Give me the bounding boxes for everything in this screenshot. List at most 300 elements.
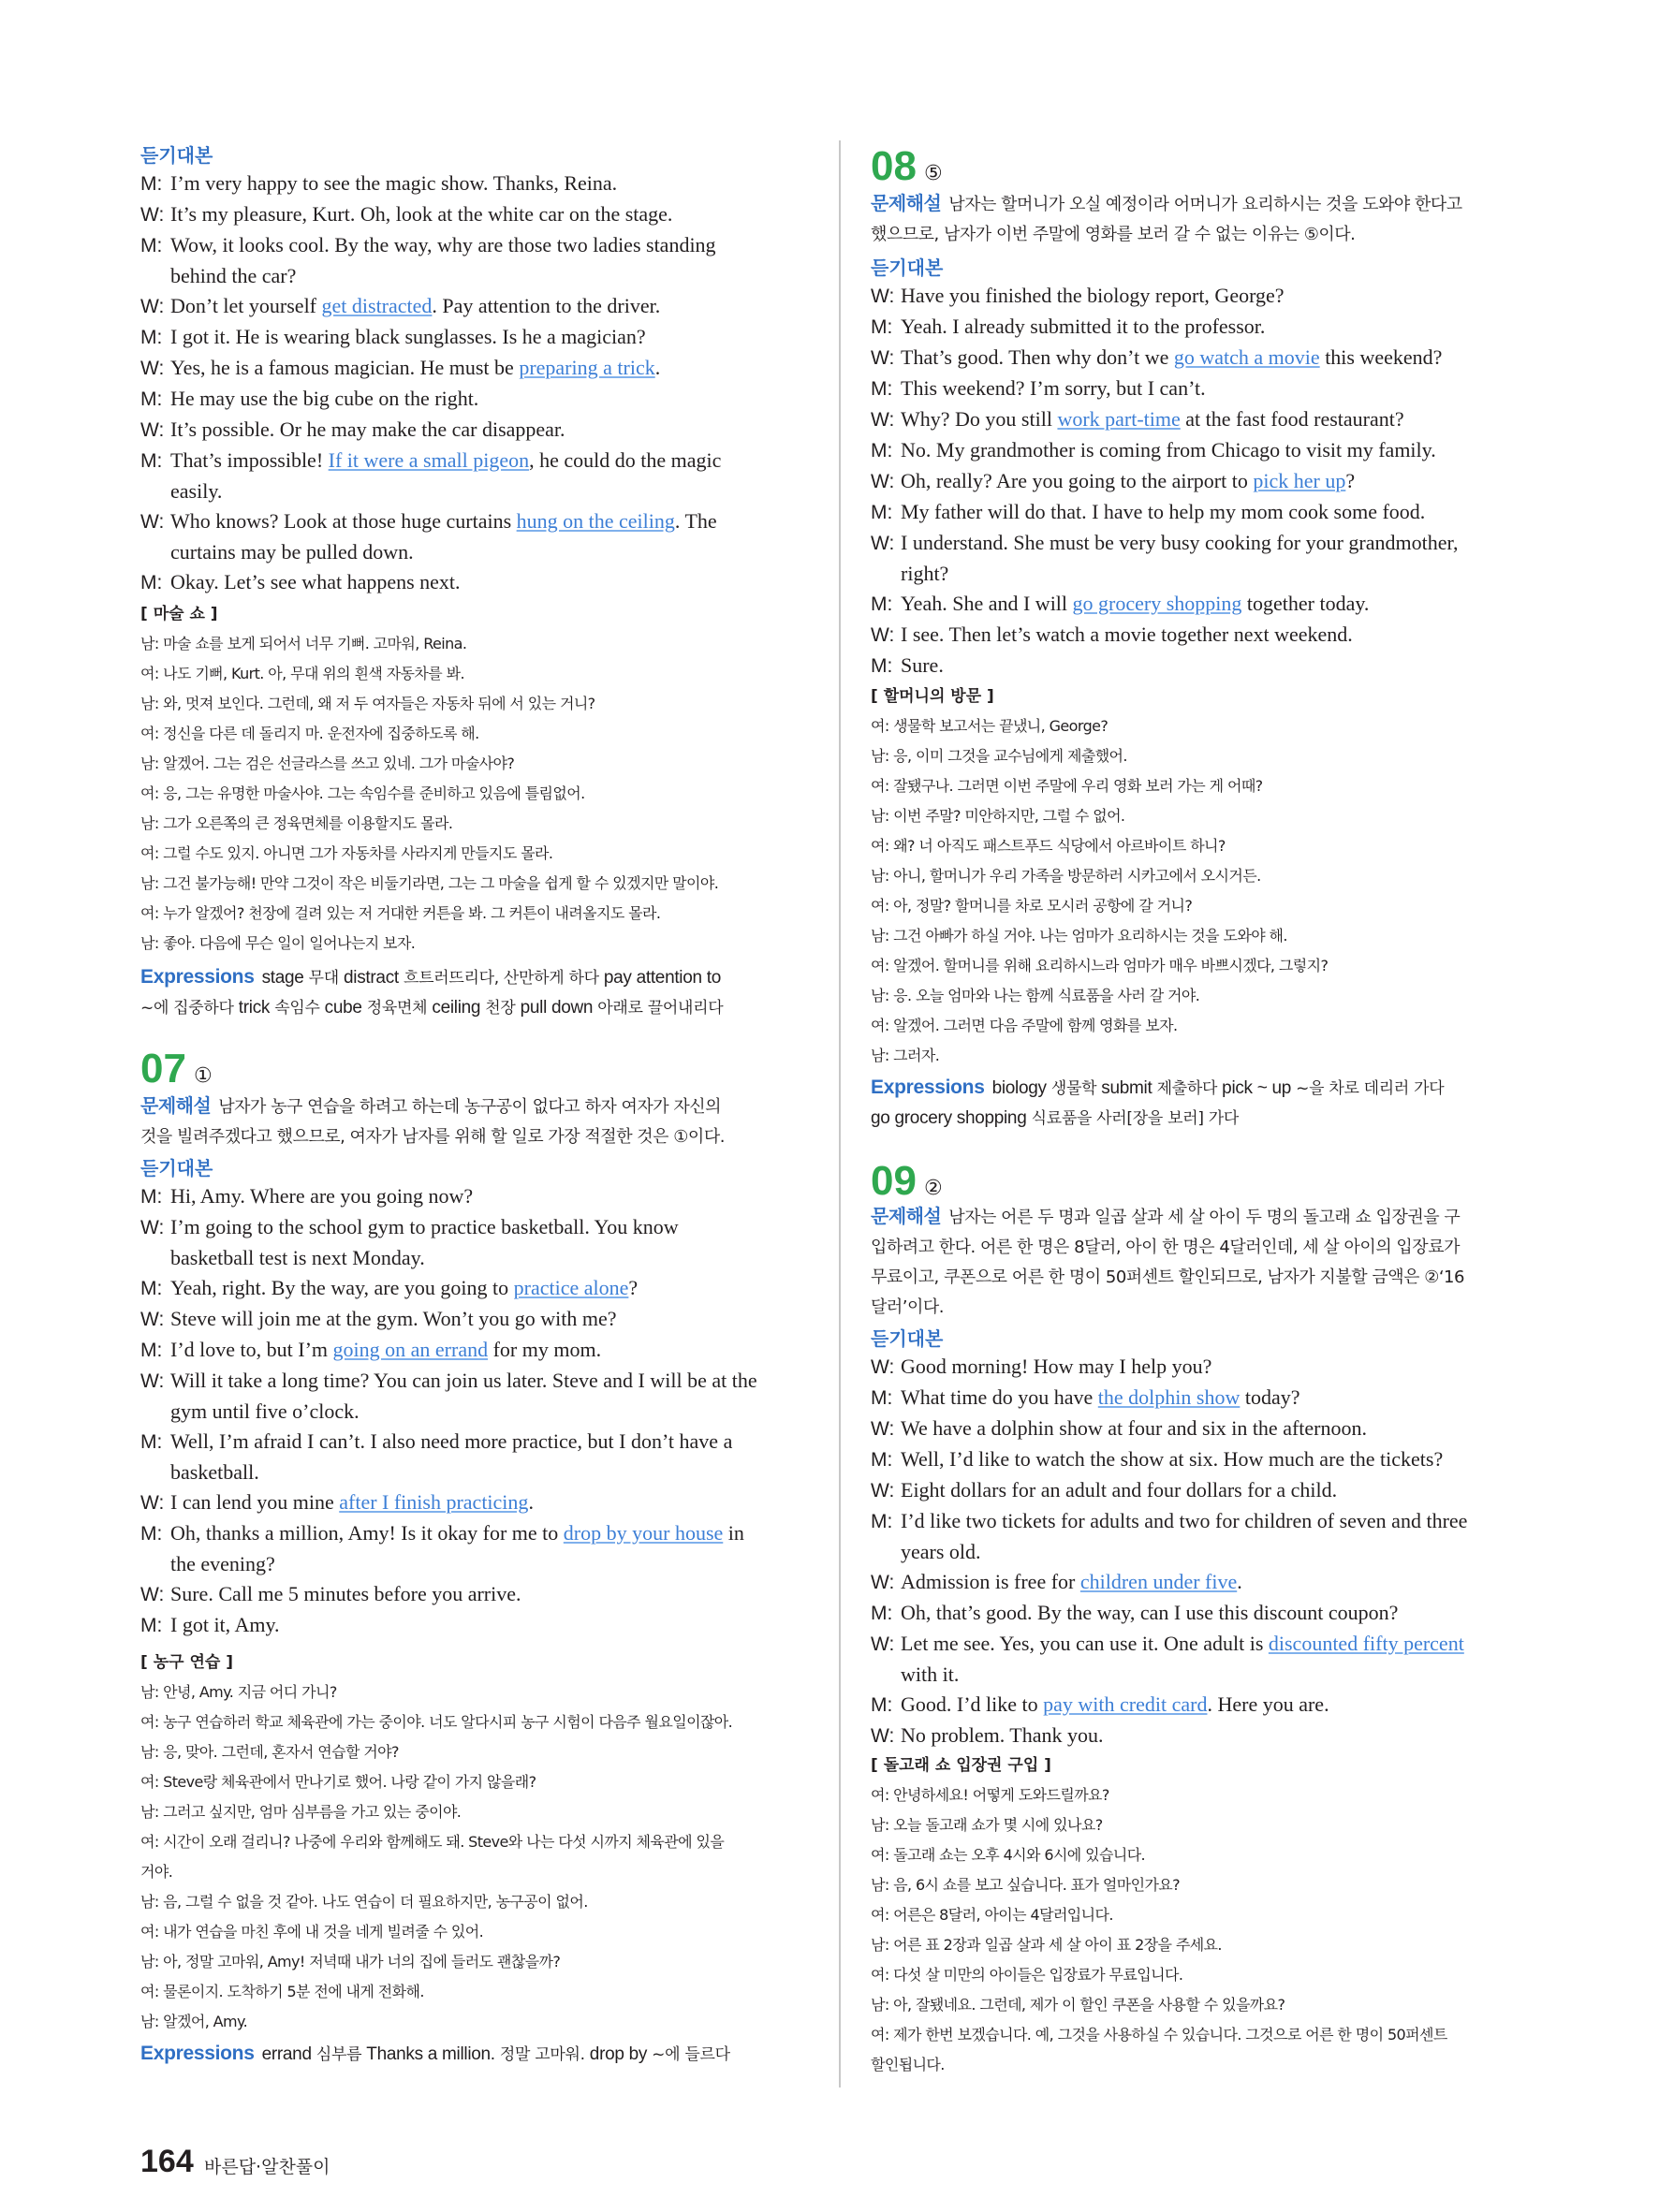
highlighted-phrase: the dolphin show [1097, 1385, 1241, 1409]
expression-keyword: pick ~ up [1222, 1078, 1292, 1098]
expression-meaning: ~에 집중하다 [140, 999, 239, 1018]
highlighted-phrase: hung on the ceiling [516, 509, 675, 533]
speaker-label: W: [871, 1480, 895, 1502]
q9-translation [871, 1751, 1537, 2080]
speaker-label: M: [871, 1387, 893, 1409]
q7-translation-title: [ 농구 연습 ] [140, 1653, 233, 1672]
q8-expr-line2 [871, 1104, 1537, 1134]
q6-expr-line2 [140, 993, 807, 1023]
speaker-label: W: [140, 358, 165, 379]
dialogue-text: Sure. Call me 5 minutes before you arrive. [170, 1582, 521, 1605]
translation-line: 여: 나도 기뻐, Kurt. 아, 무대 위의 흰색 자동차를 봐. [140, 665, 464, 682]
speaker-label: M: [871, 1511, 893, 1532]
expression-meaning: 식료품을 사러[장을 보러] 가다 [1026, 1109, 1240, 1128]
dialogue-line [140, 1397, 807, 1427]
dialogue-line [871, 1721, 1537, 1751]
expression-meaning: 흐트러뜨리다, 산만하게 하다 [398, 969, 604, 988]
dialogue-line [140, 1579, 807, 1610]
q9-solution [871, 1202, 1537, 1323]
dialogue-line [140, 567, 807, 598]
speaker-label: M: [140, 173, 163, 195]
q6-translation [140, 599, 807, 959]
expression-meaning: 속임수 [270, 999, 325, 1018]
expression-keyword: submit [1101, 1078, 1152, 1098]
dialogue-text: basketball. [170, 1460, 259, 1484]
speaker-label: W: [140, 511, 165, 533]
script-label: 듣기대본 [140, 146, 213, 167]
speaker-label: M: [871, 1449, 893, 1471]
dialogue-text: That’s impossible! [170, 448, 329, 472]
dialogue-text: I’m very happy to see the magic show. Thanks, Reina. [170, 171, 618, 195]
speaker-label: M: [140, 1523, 163, 1545]
q9-header [871, 1158, 1537, 1204]
dialogue-text: I got it, Amy. [170, 1613, 280, 1636]
expression-keyword: drop by [589, 2044, 648, 2064]
expression-keyword: errand [261, 2044, 312, 2064]
q9-number: 09 [871, 1158, 917, 1204]
dialogue-line [140, 506, 807, 537]
dialogue-line [871, 651, 1537, 681]
dialogue-line [140, 1487, 807, 1518]
dialogue-text: Sure. [901, 653, 944, 677]
expression-keyword: Thanks a million. [366, 2044, 495, 2064]
highlighted-phrase: pay with credit card [1043, 1692, 1208, 1716]
translation-line: 할인됩니다. [871, 2056, 945, 2073]
translation-line: 여: 다섯 살 미만의 아이들은 입장료가 무료입니다. [871, 1966, 1183, 1984]
dialogue-text: Good morning! How may I help you? [901, 1355, 1212, 1378]
dialogue-text: together today. [1241, 592, 1370, 615]
translation-line: 남: 응, 이미 그것을 교수님에게 제출했어. [871, 747, 1127, 765]
highlighted-phrase: drop by your house [563, 1521, 724, 1545]
speaker-label: M: [140, 1278, 163, 1299]
q9-translation-title: [ 돌고래 쇼 입장권 구입 ] [871, 1756, 1051, 1775]
dialogue-text: Oh, really? Are you going to the airport to [901, 469, 1254, 492]
translation-line: 여: Steve랑 체육관에서 만나기로 했어. 나랑 같이 가지 않을래? [140, 1773, 536, 1791]
speaker-label: W: [871, 286, 895, 307]
dialogue-text: this weekend? [1319, 345, 1443, 369]
dialogue-text: . Pay attention to the driver. [432, 294, 661, 317]
translation-line: 남: 그러고 싶지만, 엄마 심부름을 가고 있는 중이야. [140, 1803, 462, 1821]
speaker-label: W: [871, 1633, 895, 1655]
dialogue-text: in [723, 1521, 744, 1545]
dialogue-text: ? [628, 1276, 639, 1299]
dialogue-text: right? [901, 562, 949, 585]
dialogue-text: , he could do the magic [529, 448, 722, 472]
q8-solution-line: 남자는 할머니가 오실 예정이라 어머니가 요리하시는 것을 도와야 한다고 [948, 195, 1462, 214]
dialogue-line [140, 1304, 807, 1335]
translation-line: 여: 아, 정말? 할머니를 차로 모시러 공항에 갈 거니? [871, 897, 1193, 915]
dialogue-line [140, 322, 807, 353]
dialogue-line [871, 1598, 1537, 1629]
speaker-label: M: [140, 450, 163, 472]
q9-translation-lines [871, 1780, 1537, 2080]
q9-script-section [871, 1327, 1537, 1751]
translation-line: 여: 내가 연습을 마친 후에 내 것을 네게 빌려줄 수 있어. [140, 1923, 484, 1941]
q7-script-section [140, 1157, 807, 1641]
translation-line: 여: 제가 한번 보겠습니다. 예, 그것을 사용하실 수 있습니다. 그것으로 어른 한 명이 50퍼센트 [871, 2026, 1447, 2044]
dialogue-text: basketball test is next Monday. [170, 1246, 425, 1269]
speaker-label: W: [140, 1309, 165, 1330]
translation-line: 남: 좋아. 다음에 무슨 일이 일어나는지 보자. [140, 934, 416, 952]
dialogue-line [871, 281, 1537, 312]
dialogue-line [871, 559, 1537, 589]
translation-line: 여: 물론이지. 도착하기 5분 전에 내게 전화해. [140, 1983, 424, 2000]
dialogue-text: Good. I’d like to [901, 1692, 1044, 1716]
dialogue-line [871, 466, 1537, 497]
speaker-label: W: [871, 1356, 895, 1378]
dialogue-text: Yeah. I already submitted it to the professor. [901, 315, 1266, 338]
column-divider [839, 140, 841, 2087]
expressions-label: Expressions [140, 2043, 255, 2064]
q7-expressions [140, 2039, 807, 2070]
expression-keyword: pay attention to [603, 968, 721, 988]
translation-line: 여: 알겠어. 그러면 다음 주말에 함께 영화를 보자. [871, 1017, 1178, 1034]
dialogue-text: No problem. Thank you. [901, 1723, 1104, 1747]
dialogue-text: That’s good. Then why don’t we [901, 345, 1174, 369]
dialogue-text: . [654, 356, 661, 379]
expression-keyword: stage [261, 968, 304, 988]
dialogue-text: We have a dolphin show at four and six in the afternoon. [901, 1416, 1367, 1440]
speaker-label: W: [871, 624, 895, 646]
translation-line: 여: 시간이 오래 걸리니? 나중에 우리와 함께해도 돼. Steve와 나는 다섯 시까지 체육관에 있을 [140, 1833, 725, 1851]
dialogue-line [140, 1212, 807, 1243]
speaker-label: W: [871, 533, 895, 554]
dialogue-line [871, 404, 1537, 435]
dialogue-text: Well, I’m afraid I can’t. I also need more practice, but I don’t have a [170, 1429, 733, 1453]
dialogue-line [871, 1629, 1537, 1660]
dialogue-text: curtains may be pulled down. [170, 540, 414, 564]
dialogue-text: Have you finished the biology report, George? [901, 284, 1285, 307]
speaker-label: W: [871, 471, 895, 492]
q7-expr-line1 [262, 2045, 730, 2064]
speaker-label: M: [140, 235, 163, 256]
dialogue-text: Oh, thanks a million, Amy! Is it okay for me to [170, 1521, 564, 1545]
dialogue-line [871, 528, 1537, 559]
dialogue-line [871, 620, 1537, 651]
translation-line: 남: 음, 6시 쇼를 보고 싶습니다. 표가 얼마인가요? [871, 1876, 1181, 1894]
highlighted-phrase: children under five [1079, 1570, 1238, 1593]
q8-expressions [871, 1073, 1537, 1134]
script-label: 듣기대본 [140, 1159, 213, 1179]
dialogue-line [871, 1444, 1537, 1475]
q9-solution-line: 남자는 어른 두 명과 일곱 살과 세 살 아이 두 명의 돌고래 쇼 입장권을 구 [948, 1208, 1461, 1227]
dialogue-line [871, 312, 1537, 343]
q6-translation-lines [140, 629, 807, 959]
dialogue-line [140, 1610, 807, 1641]
expression-keyword: go grocery shopping [871, 1108, 1027, 1128]
q8-solution-line: 했으므로, 남자가 이번 주말에 영화를 보러 갈 수 없는 이유는 ⑤이다. [871, 225, 1356, 244]
speaker-label: W: [140, 204, 165, 226]
dialogue-line [871, 589, 1537, 620]
speaker-label: M: [871, 1694, 893, 1716]
dialogue-line [871, 1567, 1537, 1598]
speaker-label: M: [871, 378, 893, 400]
speaker-label: W: [871, 1418, 895, 1440]
translation-line: 남: 아, 잘됐네요. 그런데, 제가 이 할인 쿠폰을 사용할 수 있을까요? [871, 1996, 1285, 2014]
q8-answer: ⑤ [923, 162, 943, 185]
speaker-label: W: [140, 1584, 165, 1605]
q8-script-lines [871, 281, 1537, 681]
expression-keyword: distract [344, 968, 399, 988]
dialogue-text: It’s possible. Or he may make the car disappear. [170, 417, 565, 441]
q6-script-lines [140, 168, 807, 598]
dialogue-line [140, 476, 807, 506]
script-label: 듣기대본 [871, 1329, 944, 1350]
dialogue-line [140, 415, 807, 446]
dialogue-text: Why? Do you still [901, 407, 1058, 431]
q8-translation-title: [ 할머니의 방문 ] [871, 687, 994, 706]
q9-solution-line: 달러’이다. [871, 1297, 944, 1317]
highlighted-phrase: after I finish practicing [339, 1490, 529, 1514]
dialogue-line [871, 1383, 1537, 1414]
dialogue-text: years old. [901, 1540, 981, 1563]
dialogue-line [871, 1414, 1537, 1444]
speaker-label: M: [871, 316, 893, 338]
dialogue-line [871, 1690, 1537, 1721]
dialogue-text: I understand. She must be very busy cooking for your grandmother, [901, 531, 1459, 554]
q8-script-section [871, 256, 1537, 681]
highlighted-phrase: going on an errand [332, 1338, 489, 1361]
translation-line: 여: 어른은 8달러, 아이는 4달러입니다. [871, 1906, 1113, 1924]
book-title: 바른답·알찬풀이 [204, 2157, 330, 2177]
q8-header [871, 143, 1537, 189]
speaker-label: M: [140, 1186, 163, 1208]
dialogue-line [140, 230, 807, 261]
dialogue-text: Admission is free for [901, 1570, 1080, 1593]
dialogue-line [871, 1475, 1537, 1506]
translation-line: 여: 안녕하세요! 어떻게 도와드릴까요? [871, 1786, 1109, 1804]
highlighted-phrase: practice alone [513, 1276, 629, 1299]
dialogue-text: today? [1240, 1385, 1300, 1409]
expression-meaning: 아래로 끌어내리다 [593, 999, 724, 1018]
dialogue-line [871, 1537, 1537, 1567]
translation-line: 남: 아, 정말 고마워, Amy! 저녁때 내가 너의 집에 들러도 괜찮을까? [140, 1953, 561, 1970]
speaker-label: W: [871, 1572, 895, 1593]
speaker-label: W: [871, 347, 895, 369]
q9-answer: ② [923, 1177, 943, 1200]
script-label: 듣기대본 [871, 258, 944, 279]
dialogue-line [140, 168, 807, 199]
expressions-label: Expressions [140, 966, 255, 988]
dialogue-text: I’m going to the school gym to practice basketball. You know [170, 1215, 679, 1238]
highlighted-phrase: discounted fifty percent [1268, 1632, 1464, 1655]
translation-line: 남: 이번 주말? 미안하지만, 그럴 수 없어. [871, 807, 1125, 825]
highlighted-phrase: work part-time [1057, 407, 1181, 431]
solution-label: 문제해설 [140, 1096, 212, 1117]
speaker-label: M: [140, 388, 163, 410]
translation-line: 여: 누가 알겠어? 천장에 걸려 있는 저 거대한 커튼을 봐. 그 커튼이 내려올지도 몰라. [140, 904, 661, 922]
q8-solution [871, 189, 1537, 250]
dialogue-text: I’d love to, but I’m [170, 1338, 333, 1361]
translation-line: 남: 안녕, Amy. 지금 어디 가니? [140, 1683, 337, 1701]
highlighted-phrase: pick her up [1253, 469, 1346, 492]
translation-line: 남: 알겠어, Amy. [140, 2013, 248, 2030]
expression-keyword: cube [324, 998, 362, 1018]
translation-line: 여: 돌고래 쇼는 오후 4시와 6시에 있습니다. [871, 1846, 1146, 1864]
page-number: 164 [140, 2144, 194, 2179]
q6-expressions [140, 962, 807, 1023]
dialogue-text: Yeah, right. By the way, are you going to [170, 1276, 514, 1299]
dialogue-line [871, 1352, 1537, 1383]
dialogue-line [871, 497, 1537, 528]
q6-script-section [140, 144, 807, 598]
q7-number: 07 [140, 1046, 186, 1091]
dialogue-text: It’s my pleasure, Kurt. Oh, look at the white car on the stage. [170, 202, 673, 226]
highlighted-phrase: If it were a small pigeon [328, 448, 530, 472]
dialogue-text: behind the car? [170, 264, 297, 287]
dialogue-text: I can lend you mine [170, 1490, 340, 1514]
dialogue-line [871, 1506, 1537, 1537]
translation-line: 여: 알겠어. 할머니를 위해 요리하시느라 엄마가 매우 바쁘시겠다, 그렇지? [871, 957, 1329, 974]
speaker-label: M: [140, 327, 163, 348]
expression-meaning: 심부름 [311, 2045, 367, 2064]
expression-meaning: 정육면체 [361, 999, 433, 1018]
translation-line: 남: 알겠어. 그는 검은 선글라스를 쓰고 있네. 그가 마술사야? [140, 754, 515, 772]
dialogue-text: easily. [170, 479, 223, 503]
dialogue-text: Yes, he is a famous magician. He must be [170, 356, 520, 379]
dialogue-line [871, 435, 1537, 466]
dialogue-text: Will it take a long time? You can join us later. Steve and I will be at the [170, 1369, 757, 1392]
q9-script-lines [871, 1352, 1537, 1751]
q8-translation-lines [871, 711, 1537, 1071]
speaker-label: W: [871, 1725, 895, 1747]
dialogue-text: with it. [901, 1663, 960, 1686]
dialogue-text: . Here you are. [1207, 1692, 1329, 1716]
speaker-label: W: [140, 1492, 165, 1514]
expression-meaning: ~에 들르다 [647, 2045, 730, 2064]
translation-line: 남: 그건 아빠가 하실 거야. 나는 엄마가 요리하시는 것을 도와야 해. [871, 927, 1287, 945]
expression-meaning: 제출하다 [1152, 1079, 1223, 1098]
q9-solution-line: 입하려고 한다. 어른 한 명은 8달러, 아이 한 명은 4달러인데, 세 살 아이의 입장료가 [871, 1238, 1460, 1257]
q7-translation [140, 1648, 807, 2037]
speaker-label: M: [871, 593, 893, 615]
dialogue-line [140, 291, 807, 322]
q7-header [140, 1048, 807, 1090]
dialogue-text: What time do you have [901, 1385, 1098, 1409]
expression-meaning: 정말 고마워. [494, 2045, 590, 2064]
translation-line: 남: 응, 맞아. 그런데, 혼자서 연습할 거야? [140, 1743, 399, 1761]
q7-solution-line: 남자가 농구 연습을 하려고 하는데 농구공이 없다고 하자 여자가 자신의 [218, 1097, 722, 1117]
dialogue-text: Eight dollars for an adult and four dollars for a child. [901, 1478, 1338, 1502]
expression-keyword: pull down [520, 998, 594, 1018]
highlighted-phrase: go watch a movie [1173, 345, 1320, 369]
speaker-label: W: [140, 1217, 165, 1238]
translation-line: 여: 응, 그는 유명한 마술사야. 그는 속임수를 준비하고 있음에 틀림없어. [140, 784, 585, 802]
dialogue-line [140, 1427, 807, 1458]
speaker-label: M: [871, 502, 893, 523]
dialogue-line [140, 537, 807, 567]
dialogue-line [140, 261, 807, 291]
dialogue-text: the evening? [170, 1552, 275, 1575]
highlighted-phrase: go grocery shopping [1072, 592, 1242, 615]
translation-line: 남: 응. 오늘 엄마와 나는 함께 식료품을 사러 갈 거야. [871, 987, 1200, 1004]
translation-line: 남: 그건 불가능해! 만약 그것이 작은 비둘기라면, 그는 그 마술을 쉽게 할 수 있겠지만 말이야. [140, 874, 719, 892]
translation-line: 여: 잘됐구나. 그러면 이번 주말에 우리 영화 보러 가는 게 어때? [871, 777, 1263, 795]
expression-meaning: 무대 [303, 969, 345, 988]
dialogue-line [140, 353, 807, 384]
dialogue-line [140, 1181, 807, 1212]
speaker-label: W: [140, 296, 165, 317]
dialogue-line [871, 374, 1537, 404]
translation-line: 여: 정신을 다른 데 돌리지 마. 운전자에 집중하도록 해. [140, 725, 479, 742]
q7-solution [140, 1091, 807, 1152]
speaker-label: M: [140, 572, 163, 593]
dialogue-text: I’d like two tickets for adults and two for children of seven and three [901, 1509, 1468, 1532]
speaker-label: W: [140, 1370, 165, 1392]
dialogue-line [140, 1549, 807, 1579]
dialogue-text: Yeah. She and I will [901, 592, 1073, 615]
dialogue-text: My father will do that. I have to help my mom cook some food. [901, 500, 1426, 523]
speaker-label: M: [871, 1603, 893, 1624]
translation-line: 남: 그러자. [871, 1047, 940, 1064]
dialogue-line [871, 343, 1537, 374]
dialogue-line [140, 1273, 807, 1304]
dialogue-line [871, 1660, 1537, 1690]
translation-line: 여: 농구 연습하러 학교 체육관에 가는 중이야. 너도 알다시피 농구 시험이 다음주 월요일이잖아. [140, 1713, 733, 1731]
expression-meaning: 천장 [480, 999, 521, 1018]
translation-line: 남: 그가 오른쪽의 큰 정육면체를 이용할지도 몰라. [140, 814, 453, 832]
expression-meaning: ~을 차로 데리러 가다 [1291, 1079, 1445, 1098]
dialogue-text: Who knows? Look at those huge curtains [170, 509, 517, 533]
q9-solution-line: 무료이고, 쿠폰으로 어른 한 명이 50퍼센트 할인되므로, 남자가 지불할 금액은 ②‘16 [871, 1267, 1464, 1287]
dialogue-line [140, 199, 807, 230]
dialogue-text: I see. Then let’s watch a movie together next weekend. [901, 623, 1353, 646]
expression-meaning: 생물학 [1046, 1079, 1102, 1098]
translation-line: 남: 와, 멋져 보인다. 그런데, 왜 저 두 여자들은 자동차 뒤에 서 있는 거니? [140, 695, 595, 712]
dialogue-text: Don’t let yourself [170, 294, 322, 317]
q7-solution-line: 것을 빌려주겠다고 했으므로, 여자가 남자를 위해 할 일로 가장 적절한 것은 ①이다. [140, 1127, 725, 1147]
dialogue-line [140, 1335, 807, 1366]
dialogue-text: I got it. He is wearing black sunglasses. Is he a magician? [170, 325, 646, 348]
highlighted-phrase: preparing a trick [519, 356, 655, 379]
speaker-label: M: [140, 1615, 163, 1636]
dialogue-line [140, 1518, 807, 1549]
highlighted-phrase: get distracted [321, 294, 433, 317]
dialogue-text: . [1237, 1570, 1242, 1593]
q8-number: 08 [871, 143, 917, 189]
expression-keyword: biology [991, 1078, 1047, 1098]
translation-line: 남: 마술 쇼를 보게 되어서 너무 기뻐. 고마워, Reina. [140, 635, 467, 652]
dialogue-text: Hi, Amy. Where are you going now? [170, 1184, 474, 1208]
dialogue-line [140, 446, 807, 476]
translation-line: 여: 생물학 보고서는 끝냈니, George? [871, 717, 1108, 735]
translation-line: 남: 어른 표 2장과 일곱 살과 세 살 아이 표 2장을 주세요. [871, 1936, 1222, 1954]
dialogue-text: Steve will join me at the gym. Won’t you go with me? [170, 1307, 617, 1330]
dialogue-text: gym until five o’clock. [170, 1399, 360, 1423]
q7-translation-lines [140, 1677, 807, 2037]
translation-line: 남: 음, 그럴 수 없을 것 같아. 나도 연습이 더 필요하지만, 농구공이 없어. [140, 1893, 588, 1911]
dialogue-text: No. My grandmother is coming from Chicago to visit my family. [901, 438, 1436, 461]
expression-keyword: ceiling [432, 998, 481, 1018]
dialogue-text: This weekend? I’m sorry, but I can’t. [901, 376, 1206, 400]
dialogue-text: Wow, it looks cool. By the way, why are those two ladies standing [170, 233, 716, 256]
q6-expr-line1 [262, 969, 721, 988]
dialogue-text: . The [674, 509, 717, 533]
q7-script-lines [140, 1181, 807, 1641]
dialogue-text: Well, I’d like to watch the show at six. How much are the tickets? [901, 1447, 1444, 1471]
translation-line: 남: 아니, 할머니가 우리 가족을 방문하러 시카고에서 오시거든. [871, 867, 1261, 885]
dialogue-text: ? [1345, 469, 1356, 492]
speaker-label: M: [140, 1431, 163, 1453]
q7-answer: ① [193, 1064, 213, 1088]
dialogue-text: Okay. Let’s see what happens next. [170, 570, 461, 593]
translation-line: 여: 그럴 수도 있지. 아니면 그가 자동차를 사라지게 만들지도 몰라. [140, 844, 553, 862]
expression-keyword: trick [238, 998, 271, 1018]
solution-label: 문제해설 [871, 1207, 942, 1227]
speaker-label: M: [140, 1340, 163, 1361]
expressions-label: Expressions [871, 1077, 985, 1098]
dialogue-text: Oh, that’s good. By the way, can I use this discount coupon? [901, 1601, 1399, 1624]
